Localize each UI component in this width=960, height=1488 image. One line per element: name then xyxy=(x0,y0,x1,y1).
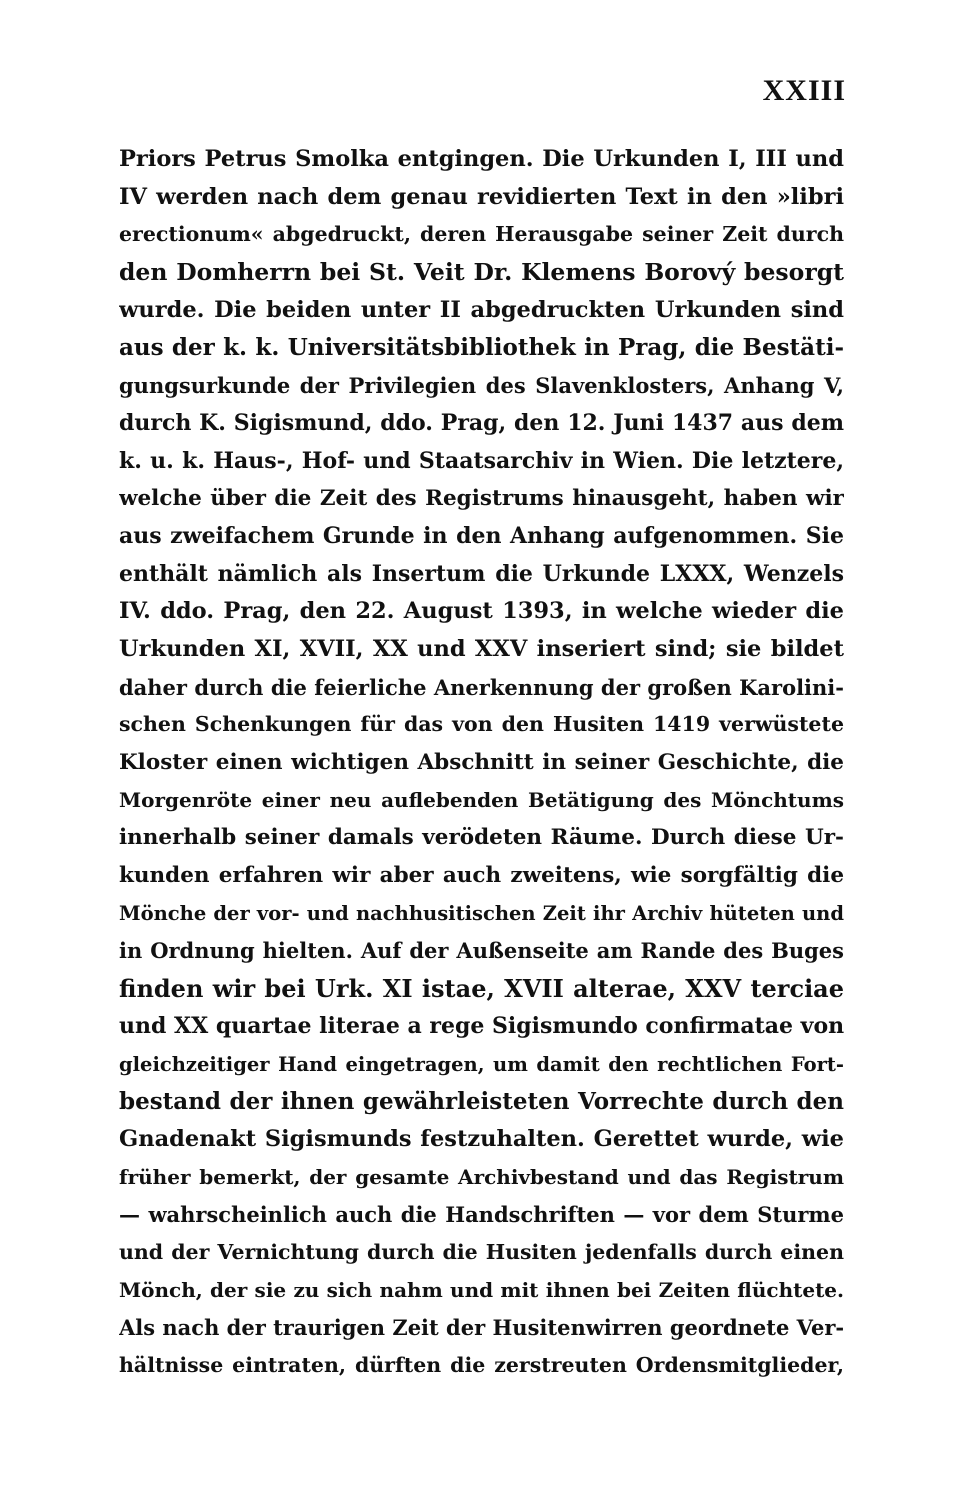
text-line: wurde. Die beiden unter II abgedruckten Urkunden sind xyxy=(119,296,844,323)
text-line: und der Vernichtung durch die Husiten jedenfalls durch einen xyxy=(119,1239,844,1264)
text-line: innerhalb seiner damals verödeten Räume. Durch diese Ur- xyxy=(119,825,844,851)
body-text xyxy=(119,141,844,1385)
text-line: durch K. Sigismund, ddo. Prag, den 12. Juni 1437 aus dem xyxy=(119,409,844,436)
text-line: aus der k. k. Universitätsbibliothek in Prag, die Bestäti- xyxy=(119,334,844,362)
text-line: in Ordnung hielten. Auf der Außenseite am Rande des Buges xyxy=(119,938,844,964)
text-line: IV werden nach dem genau revidierten Text in den »libri xyxy=(119,183,844,210)
text-line: gungsurkunde der Privilegien des Slavenklosters, Anhang V, xyxy=(119,373,844,399)
text-line: Gnadenakt Sigismunds festzuhalten. Gerettet wurde, wie xyxy=(119,1125,844,1152)
text-line: Kloster einen wichtigen Abschnitt in seiner Geschichte, die xyxy=(119,750,844,775)
text-line: Mönche der vor- und nachhusitischen Zeit ihr Archiv hüteten und xyxy=(119,901,844,925)
text-line: bestand der ihnen gewährleisteten Vorrechte durch den xyxy=(119,1088,844,1116)
text-line: und XX quartae literae a rege Sigismundo confirmatae von xyxy=(119,1012,844,1039)
text-line: aus zweifachem Grunde in den Anhang aufgenommen. Sie xyxy=(119,522,844,549)
text-line: erectionum« abgedruckt, deren Herausgabe seiner Zeit durch xyxy=(119,222,844,247)
text-line: finden wir bei Urk. XI istae, XVII alterae, XXV terciae xyxy=(119,974,844,1004)
text-line: k. u. k. Haus-, Hof- und Staatsarchiv in Wien. Die letztere, xyxy=(119,447,844,474)
text-line: früher bemerkt, der gesamte Archivbestand und das Registrum xyxy=(119,1164,844,1189)
text-line: gleichzeitiger Hand eingetragen, um damit den rechtlichen Fort- xyxy=(119,1052,844,1076)
text-line: kunden erfahren wir aber auch zweitens, wie sorgfältig die xyxy=(119,863,844,889)
text-line: enthält nämlich als Insertum die Urkunde LXXX, Wenzels xyxy=(119,560,844,587)
text-line: schen Schenkungen für das von den Husiten 1419 verwüstete xyxy=(119,712,844,737)
text-line: — wahrscheinlich auch die Handschriften — vor dem Sturme xyxy=(119,1202,844,1228)
text-line: Priors Petrus Smolka entgingen. Die Urkunden I, III und xyxy=(119,146,844,172)
text-line: Urkunden XI, XVII, XX und XXV inseriert sind; sie bildet xyxy=(119,635,844,662)
page-number: XXIII xyxy=(762,74,846,107)
text-line: welche über die Zeit des Registrums hinausgeht, haben wir xyxy=(119,486,844,512)
text-line: IV. ddo. Prag, den 22. August 1393, in welche wieder die xyxy=(119,598,844,625)
text-line: daher durch die feierliche Anerkennung der großen Karolini- xyxy=(119,674,844,700)
text-line: den Domherrn bei St. Veit Dr. Klemens Borový besorgt xyxy=(119,258,844,287)
text-line: hältnisse eintraten, dürften die zerstreuten Ordensmitglieder, xyxy=(119,1353,844,1377)
text-line: Mönch, der sie zu sich nahm und mit ihnen bei Zeiten flüchtete. xyxy=(119,1277,844,1302)
text-line: Morgenröte einer neu auflebenden Betätigung des Mönchtums xyxy=(119,787,844,812)
text-line: Als nach der traurigen Zeit der Husitenwirren geordnete Ver- xyxy=(119,1315,844,1341)
